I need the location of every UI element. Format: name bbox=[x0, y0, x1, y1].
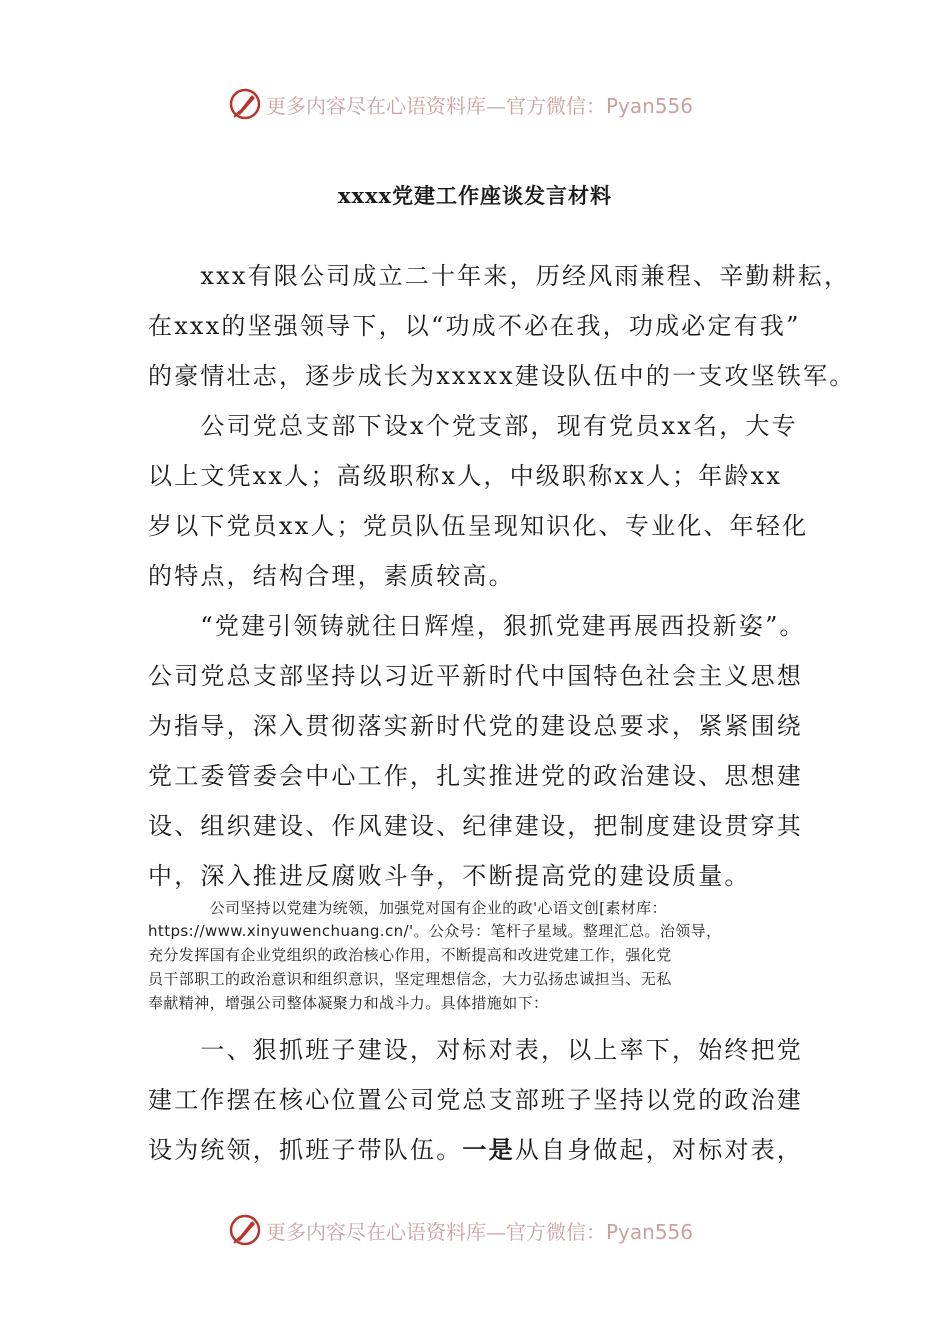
document-title: xxxx党建工作座谈发言材料 bbox=[337, 183, 613, 208]
body-line: 公司党总支部下设x个党支部，现有党员xx名，大专 bbox=[148, 412, 798, 440]
body-line: 党工委管委会中心工作，扎实推进党的政治建设、思想建 bbox=[148, 762, 803, 790]
body-line: 设为统领，抓班子带队伍。一是从自身做起，对标对表， bbox=[148, 1135, 804, 1164]
body-line: 在xxx的坚强领导下，以“功成不必在我，功成必定有我” bbox=[148, 312, 801, 340]
source-url: https://www.xinyuwenchuang.cn/' bbox=[148, 922, 414, 940]
body-line: 公司党总支部坚持以习近平新时代中国特色社会主义思想 bbox=[148, 662, 803, 690]
small-line: 公司坚持以党建为统领，加强党对国有企业的政'心语文创[素材库： bbox=[148, 899, 667, 917]
watermark-text: 更多内容尽在心语资料库—官方微信：Pyan556 bbox=[266, 93, 694, 118]
small-line: https://www.xinyuwenchuang.cn/'。公众号：笔杆子星域。整理汇总。治领导， bbox=[148, 922, 722, 940]
body-line: 岁以下党员xx人；党员队伍呈现知识化、专业化、年轻化 bbox=[148, 512, 809, 540]
bold-marker: 一是 bbox=[462, 1135, 515, 1164]
body-line: 设、组织建设、作风建设、纪律建设，把制度建设贯穿其 bbox=[148, 812, 803, 840]
header-watermark bbox=[228, 84, 728, 124]
body-line: 中，深入推进反腐败斗争，不断提高党的建设质量。 bbox=[148, 862, 751, 890]
body-line: “党建引领铸就往日辉煌，狠抓党建再展西投新姿”。 bbox=[148, 612, 806, 640]
small-line: 充分发挥国有企业党组织的政治核心作用，不断提高和改进党建工作，强化党 bbox=[148, 946, 672, 964]
quill-logo-icon bbox=[228, 87, 262, 121]
body-line: 以上文凭xx人；高级职称x人，中级职称xx人；年龄xx bbox=[148, 462, 783, 490]
footer-watermark bbox=[228, 1210, 728, 1250]
body-line: 建工作摆在核心位置公司党总支部班子坚持以党的政治建 bbox=[148, 1086, 803, 1114]
small-line: 员干部职工的政治意识和组织意识，坚定理想信念，大力弘扬忠诚担当、无私 bbox=[148, 970, 672, 988]
body-line: 的豪情壮志，逐步成长为xxxxx建设队伍中的一支攻坚铁军。 bbox=[148, 362, 856, 390]
small-line: 奉献精神，增强公司整体凝聚力和战斗力。具体措施如下： bbox=[148, 994, 549, 1012]
quill-logo-icon bbox=[228, 1213, 262, 1247]
body-line: xxx有限公司成立二十年来，历经风雨兼程、辛勤耕耘， bbox=[148, 262, 851, 290]
body-line: 为指导，深入贯彻落实新时代党的建设总要求，紧紧围绕 bbox=[148, 712, 803, 740]
body-line: 的特点，结构合理，素质较高。 bbox=[148, 562, 515, 590]
body-line: 一、狠抓班子建设，对标对表，以上率下，始终把党 bbox=[148, 1036, 803, 1064]
watermark-text: 更多内容尽在心语资料库—官方微信：Pyan556 bbox=[266, 1219, 694, 1244]
